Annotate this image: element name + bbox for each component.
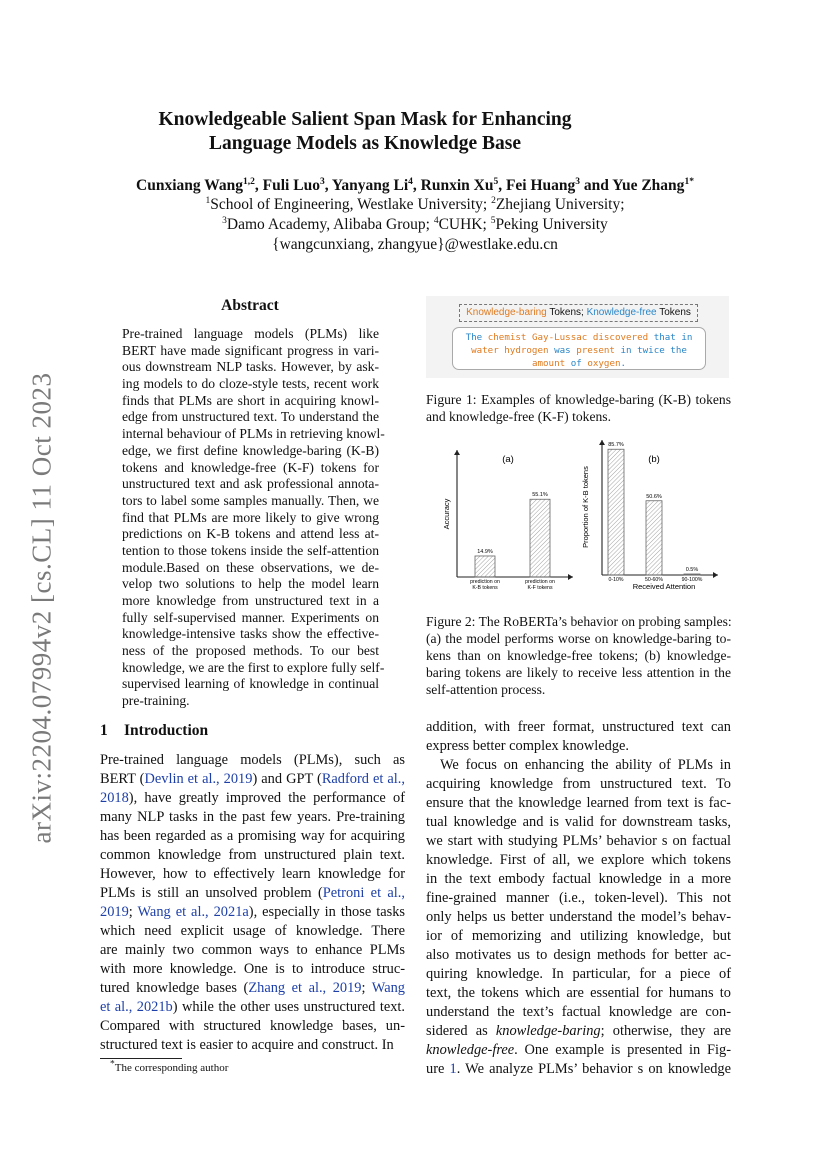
text-run: ), especially in those tasks bbox=[248, 904, 405, 920]
text-line bbox=[426, 946, 731, 965]
text-run: . We analyze PLMs’ behavior s on knowledge bbox=[456, 1061, 731, 1077]
caption-line: kens than on knowledge-free tokens; (b) knowledge- bbox=[426, 648, 731, 663]
emphasis: knowledge-baring bbox=[495, 1023, 601, 1039]
abstract-line: finds that PLMs are short in acquiring knowl- bbox=[122, 392, 379, 408]
abstract-line: predictions on K-B tokens and attend less at- bbox=[122, 526, 379, 542]
text-line bbox=[426, 908, 731, 927]
abstract-line: ous downstream NLP tasks. However, by ask- bbox=[122, 359, 379, 375]
knowledge-baring-token: oxygen bbox=[587, 358, 621, 369]
affiliation-mark: 4 bbox=[433, 215, 439, 226]
citation-link: 2018 bbox=[100, 790, 129, 806]
author-name: Fei Huang bbox=[505, 177, 576, 194]
intro-left-column bbox=[100, 751, 405, 1055]
text-line bbox=[100, 1036, 405, 1055]
abstract-line: tors to label some samples manually. Then, we bbox=[122, 492, 379, 508]
text-run: ; bbox=[128, 904, 138, 920]
emphasis: knowledge-free bbox=[426, 1042, 515, 1058]
text-run: has been regarded as a promising way for acquiring bbox=[100, 828, 405, 844]
sentence-line bbox=[453, 344, 705, 357]
abstract-line: internal behaviour of PLMs in retrieving knowl- bbox=[122, 426, 385, 442]
caption-line: (a) the model performs worse on knowledge-baring to- bbox=[426, 631, 731, 646]
text-line bbox=[100, 770, 405, 789]
figure-2-chart bbox=[426, 440, 731, 600]
section-number: 1 bbox=[100, 722, 108, 739]
citation-link: Zhang et al., 2019 bbox=[248, 980, 362, 996]
knowledge-free-token: The bbox=[465, 332, 483, 343]
affiliation-text: School of Engineering, Westlake University; bbox=[210, 196, 492, 213]
abstract-line: supervised learning of knowledge in continual bbox=[122, 676, 379, 692]
data-label: 14.9% bbox=[477, 548, 493, 555]
text-line bbox=[100, 979, 405, 998]
knowledge-baring-token: present bbox=[576, 345, 615, 356]
knowledge-free-token: in twice the bbox=[620, 345, 687, 356]
text-line bbox=[426, 1022, 731, 1041]
affiliation-text: Zhejiang University; bbox=[495, 196, 625, 213]
section-heading-introduction bbox=[100, 722, 208, 740]
abstract-line: knowledge-intensive tasks show the effective- bbox=[122, 626, 379, 642]
text-run: ure bbox=[426, 1061, 450, 1077]
footnote-mark: * bbox=[110, 1059, 115, 1070]
legend-separator: Tokens; bbox=[546, 307, 587, 318]
abstract-line: find that PLMs are more likely to give wrong bbox=[122, 509, 379, 525]
abstract-line: edge from unstructured text. To understand the bbox=[122, 409, 379, 425]
knowledge-baring-token: amount bbox=[531, 358, 566, 369]
caption-line: Figure 2: The RoBERTa’s behavior on probing samples: bbox=[426, 614, 732, 629]
author-name: Fuli Luo bbox=[262, 177, 320, 194]
text-run: PLMs is still an unsolved problem ( bbox=[100, 885, 323, 901]
citation-link: Devlin et al., 2019 bbox=[144, 771, 253, 787]
author-affiliation-mark: 1,2 bbox=[243, 176, 255, 187]
text-line bbox=[426, 832, 731, 851]
knowledge-free-token: of bbox=[570, 358, 582, 369]
text-line bbox=[426, 794, 731, 813]
knowledge-free-token: that in bbox=[653, 332, 693, 343]
category-label: K-B tokens bbox=[472, 585, 498, 591]
abstract-line: unstructured text and ask professional annota- bbox=[122, 476, 379, 492]
figure-1-legend bbox=[459, 304, 698, 322]
abstract-line: ing models to do cloze-style tests, recent work bbox=[122, 376, 379, 392]
knowledge-free-token: . bbox=[620, 358, 627, 369]
text-line bbox=[100, 865, 405, 884]
text-run: are mainly two common ways to enhance PLMs bbox=[100, 942, 405, 958]
text-line bbox=[426, 1003, 731, 1022]
text-run: addition, with freer format, unstructured text can bbox=[426, 719, 731, 735]
figure-1-caption bbox=[426, 391, 731, 425]
text-line bbox=[426, 870, 731, 889]
knowledge-free-token: was bbox=[554, 345, 571, 356]
affiliation-mark: 3 bbox=[222, 215, 227, 226]
category-label: prediction on bbox=[470, 579, 500, 585]
text-run: However, how to effectively learn knowledge for bbox=[100, 866, 405, 882]
text-run: understand the text’s factual knowledge are con- bbox=[426, 1004, 731, 1020]
text-run: also motivates us to design methods for better ac- bbox=[426, 947, 731, 963]
footnote-text: The corresponding author bbox=[114, 1062, 229, 1074]
text-line bbox=[426, 813, 731, 832]
author-list: Cunxiang Wang$^{1,2}$, Fuli Luo$^3$, Yanyang Li$^4$, Runxin Xu$^5$, Fei Huang$^3$ and Yue Zhang$^{1*}$ bbox=[136, 176, 694, 194]
text-line bbox=[100, 827, 405, 846]
text-line bbox=[100, 941, 405, 960]
text-line bbox=[426, 756, 731, 775]
data-label: 85.7% bbox=[608, 442, 624, 449]
affiliation-mark: 5 bbox=[490, 215, 496, 226]
author-affiliation-mark: 1* bbox=[684, 176, 694, 187]
citation-link: 1 bbox=[449, 1061, 457, 1077]
text-line bbox=[100, 922, 405, 941]
bar bbox=[608, 449, 624, 575]
figure-2-caption bbox=[426, 613, 731, 698]
text-run: acquiring knowledge from unstructured text. To bbox=[426, 776, 731, 792]
text-line bbox=[100, 808, 405, 827]
text-line bbox=[426, 1060, 731, 1079]
abstract-line: Pre-trained language models (PLMs) like bbox=[122, 326, 379, 341]
y-axis-label: Accuracy bbox=[442, 498, 451, 530]
knowledge-baring-token: chemist Gay-Lussac discovered bbox=[487, 332, 649, 343]
text-run: knowledge. First of all, we explore which tokens bbox=[426, 852, 731, 868]
text-line bbox=[426, 965, 731, 984]
text-run: ), have greatly improved the performance of bbox=[128, 790, 405, 806]
legend-end: Tokens bbox=[656, 307, 691, 318]
abstract-line: more knowledge from unstructured text in a bbox=[122, 593, 379, 608]
text-line bbox=[426, 1041, 731, 1060]
arxiv-sidebar bbox=[22, 368, 62, 848]
title-line-1: Knowledgeable Salient Span Mask for Enhancing bbox=[158, 109, 572, 130]
text-run: fine-grained manner (i.e., token-level). This not bbox=[426, 890, 731, 906]
text-run: tual knowledge and is valid for downstream tasks, bbox=[426, 814, 731, 830]
bar bbox=[530, 499, 550, 577]
affiliation-line-2 bbox=[90, 215, 740, 235]
abstract-line: edge, we first define knowledge-baring (K-B) bbox=[122, 442, 379, 458]
text-run: in the text embody factual knowledge in a more bbox=[426, 871, 731, 887]
caption-line: baring tokens are likely to receive less attention in the bbox=[426, 665, 731, 680]
abstract-line: tention to those tokens inside the self-attention bbox=[122, 542, 379, 558]
author-name: Yanyang Li bbox=[331, 177, 409, 194]
text-run: ) and GPT ( bbox=[252, 771, 322, 787]
category-label: prediction on bbox=[525, 579, 555, 585]
text-run: Pre-trained language models (PLMs), such as bbox=[100, 752, 405, 768]
panel-label: (a) bbox=[502, 454, 514, 465]
text-run: . One example is presented in Fig- bbox=[514, 1042, 731, 1058]
category-label: 50-60% bbox=[645, 577, 663, 583]
text-run: sidered as bbox=[426, 1023, 496, 1039]
text-line bbox=[426, 851, 731, 870]
affiliation-text: CUHK; bbox=[438, 216, 491, 233]
paper-title bbox=[130, 108, 600, 156]
text-run: we start with studying PLMs’ behavior s on factual bbox=[426, 833, 731, 849]
bar bbox=[684, 574, 700, 575]
x-axis-arrow-icon bbox=[568, 574, 573, 580]
citation-link: Wang bbox=[371, 980, 406, 996]
text-run: text, the tokens which are essential for humans to bbox=[426, 985, 731, 1001]
category-label: 0-10% bbox=[608, 577, 624, 583]
text-line bbox=[100, 1017, 405, 1036]
abstract-line: ness of the proposed methods. To our best bbox=[122, 643, 379, 659]
author-affiliation-mark: 5 bbox=[493, 176, 499, 187]
text-run: ; otherwise, they are bbox=[600, 1023, 731, 1039]
citation-link: Petroni et al., bbox=[322, 885, 405, 901]
abstract-line: BERT have made significant progress in vari- bbox=[122, 342, 379, 358]
figure-1-example-sentence bbox=[452, 327, 706, 370]
abstract-line: pre-training. bbox=[122, 693, 190, 709]
x-axis-label: Received Attention bbox=[632, 582, 696, 591]
text-run: common knowledge from unstructured plain text. bbox=[100, 847, 405, 863]
author-name: Yue Zhang bbox=[612, 177, 685, 194]
sentence-line bbox=[453, 331, 705, 344]
text-run: BERT ( bbox=[100, 771, 145, 787]
text-line bbox=[426, 984, 731, 1003]
legend-knowledge-free: Knowledge-free bbox=[586, 307, 657, 318]
text-line bbox=[426, 718, 731, 737]
footnote bbox=[110, 1059, 229, 1074]
category-label: 90-100% bbox=[681, 577, 703, 583]
affiliation-text: Peking University bbox=[495, 216, 608, 233]
text-run: express better complex knowledge. bbox=[426, 738, 630, 754]
text-line bbox=[100, 960, 405, 979]
sentence-line bbox=[453, 357, 705, 370]
author-affiliation-mark: 4 bbox=[408, 176, 413, 187]
affiliations bbox=[90, 195, 740, 255]
abstract-heading: Abstract bbox=[221, 297, 279, 314]
author-name: Runxin Xu bbox=[420, 177, 494, 194]
x-axis-arrow-icon bbox=[713, 572, 718, 578]
data-label: 55.1% bbox=[532, 492, 548, 499]
text-line bbox=[426, 927, 731, 946]
bar bbox=[646, 501, 662, 575]
caption-line: Figure 1: Examples of knowledge-baring (K-B) tokens bbox=[426, 392, 731, 407]
text-run: We focus on enhancing the ability of PLMs in bbox=[440, 757, 731, 773]
panel-label: (b) bbox=[648, 454, 660, 465]
intro-right-column bbox=[426, 718, 731, 1079]
text-run: structured text is easier to acquire and construct. In bbox=[100, 1037, 394, 1053]
email: {wangcunxiang, zhangyue}@westlake.edu.cn bbox=[272, 236, 558, 253]
data-label: 50.6% bbox=[646, 493, 662, 500]
text-run: tured knowledge bases ( bbox=[100, 980, 249, 996]
text-line bbox=[426, 889, 731, 908]
text-line bbox=[100, 751, 405, 770]
author-affiliation-mark: 3 bbox=[319, 176, 325, 187]
caption-line: self-attention process. bbox=[426, 682, 546, 697]
citation-link: Wang et al., 2021a bbox=[137, 904, 249, 920]
knowledge-baring-token: water hydrogen bbox=[471, 345, 549, 356]
affiliation-line-1 bbox=[90, 195, 740, 215]
abstract-line: tokens and knowledge-free (K-F) tokens for bbox=[122, 459, 379, 475]
text-line bbox=[426, 737, 731, 756]
text-run: quiring knowledge. In particular, for a piece of bbox=[426, 966, 731, 982]
author-name: Cunxiang Wang bbox=[136, 177, 244, 194]
bar bbox=[475, 556, 495, 577]
title-line-2: Language Models as Knowledge Base bbox=[208, 133, 522, 154]
abstract-line: velop two solutions to help the model learn bbox=[122, 576, 379, 592]
abstract-line: fully self-supervised manner. Experiments on bbox=[122, 609, 379, 625]
y-axis-arrow-icon bbox=[454, 450, 460, 455]
text-run: ior of memorizing and utilizing knowledge, but bbox=[426, 928, 731, 944]
caption-line: and knowledge-free (K-F) tokens. bbox=[426, 409, 611, 424]
abstract-line: module.Based on these observations, we de- bbox=[122, 559, 379, 575]
text-line bbox=[426, 775, 731, 794]
abstract-line: knowledge, we are the first to explore fully self- bbox=[122, 659, 385, 675]
affiliation-text: Damo Academy, Alibaba Group; bbox=[226, 216, 434, 233]
affiliation-mark: 2 bbox=[491, 195, 496, 206]
text-run: many NLP tasks in the past few years. Pre-training bbox=[100, 809, 405, 825]
y-axis-arrow-icon bbox=[599, 440, 605, 445]
text-run: ) while the other uses unstructured text. bbox=[172, 999, 406, 1015]
y-axis-label: Proportion of K-B tokens bbox=[581, 466, 590, 548]
citation-link: Radford et al., bbox=[321, 771, 405, 787]
author-affiliation-mark: 3 bbox=[575, 176, 581, 187]
arxiv-id: arXiv:2204.07994v2 [cs.CL] 11 Oct 2023 bbox=[26, 372, 57, 844]
citation-link: et al., 2021b bbox=[100, 999, 173, 1015]
text-run: Compared with structured knowledge bases, un- bbox=[100, 1018, 405, 1034]
text-run: with more knowledge. One is to introduce struc- bbox=[100, 961, 405, 977]
text-run: ensure that the knowledge learned from text is fac- bbox=[426, 795, 731, 811]
text-line bbox=[100, 998, 405, 1017]
section-title: Introduction bbox=[124, 722, 209, 739]
text-line bbox=[100, 884, 405, 903]
category-label: K-F tokens bbox=[527, 585, 553, 591]
text-line bbox=[100, 846, 405, 865]
text-line bbox=[100, 789, 405, 808]
affiliation-mark: 1 bbox=[205, 195, 211, 206]
abstract-body bbox=[122, 326, 385, 710]
text-run: which need explicit usage of knowledge. There bbox=[100, 923, 405, 939]
legend-knowledge-baring: Knowledge-baring bbox=[466, 307, 547, 318]
text-run: only helps us better understand the model’s behav- bbox=[426, 909, 731, 925]
text-run: ; bbox=[361, 980, 372, 996]
text-line bbox=[100, 903, 405, 922]
citation-link: 2019 bbox=[100, 904, 129, 920]
data-label: 0.5% bbox=[685, 567, 699, 573]
